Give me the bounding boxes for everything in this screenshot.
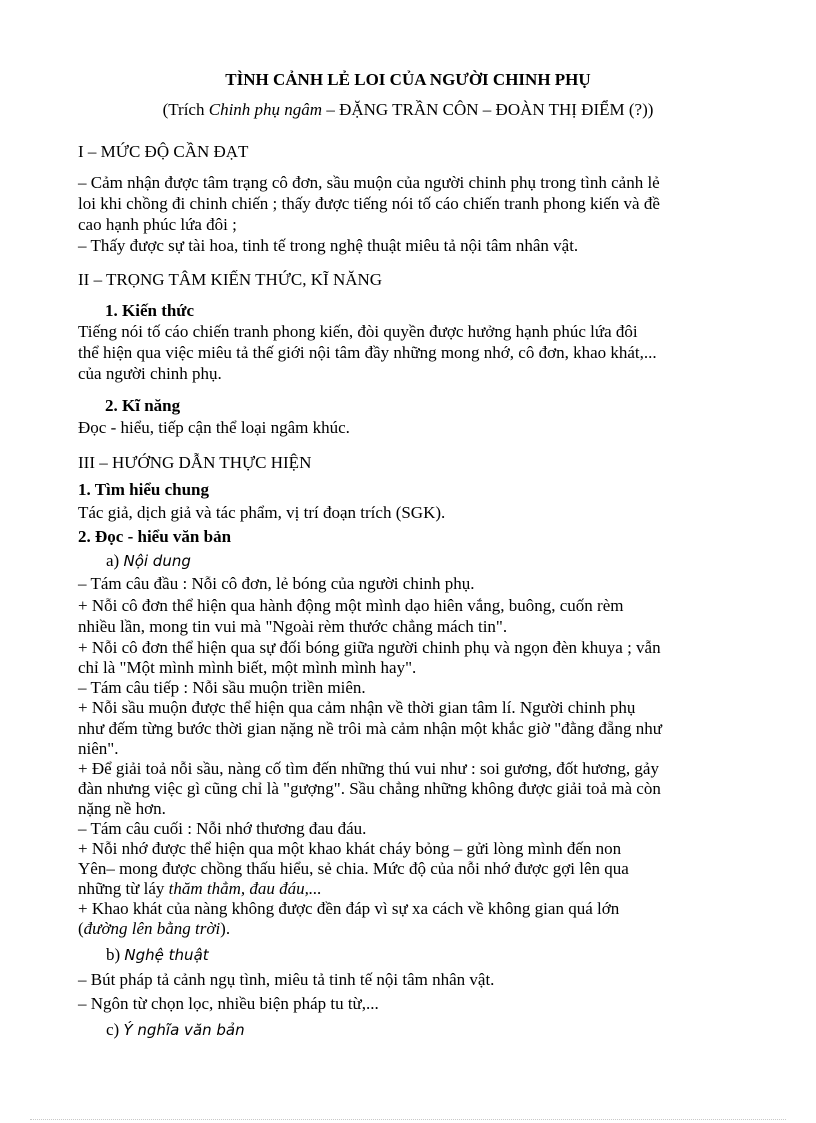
art-subheading — [106, 945, 209, 965]
content-label: a) — [106, 551, 124, 570]
knowledge-line: của người chinh phụ. — [78, 364, 222, 383]
skills-line: Đọc - hiểu, tiếp cận thể loại ngâm khúc. — [78, 418, 350, 437]
content-line: + Để giải toả nỗi sầu, nàng cố tìm đến những thú vui như : soi gương, đốt hương, gảy — [78, 759, 659, 778]
subtitle-prefix: (Trích — [162, 100, 209, 119]
content-line: + Nỗi nhớ được thể hiện qua một khao khát cháy bỏng – gửi lòng mình đến non — [78, 839, 622, 858]
tu-lay-words: thăm thẳm, đau đáu,... — [168, 879, 322, 898]
subtitle-suffix: – ĐẶNG TRẦN CÔN – ĐOÀN THỊ ĐIỂM (?)) — [322, 100, 654, 119]
content-title: Nội dung — [123, 552, 191, 570]
document-title: TÌNH CẢNH LẺ LOI CỦA NGƯỜI CHINH PHỤ — [225, 70, 591, 89]
content-line: – Tám câu cuối : Nỗi nhớ thương đau đáu. — [78, 819, 367, 838]
paren-close: ). — [220, 919, 231, 938]
document-subtitle — [0, 100, 816, 120]
section-1-line: – Thấy được sự tài hoa, tinh tế trong nghệ thuật miêu tả nội tâm nhân vật. — [78, 236, 579, 255]
content-line: + Khao khát của nàng không được đền đáp vì sự xa cách về không gian quá lớn — [78, 899, 620, 918]
content-line — [78, 919, 230, 939]
meaning-subheading — [106, 1020, 245, 1040]
section-3-heading: III – HƯỚNG DẪN THỰC HIỆN — [78, 453, 312, 472]
content-line — [78, 879, 322, 899]
page-bottom-divider — [30, 1119, 786, 1120]
section-1-line: loi khi chồng đi chinh chiến ; thấy được tiếng nói tố cáo chiến tranh phong kiến và đề — [78, 194, 660, 213]
knowledge-line: thể hiện qua việc miêu tả thế giới nội tâm đầy những mong nhớ, cô đơn, khao khát,... — [78, 343, 657, 362]
section-2-heading: II – TRỌNG TÂM KIẾN THỨC, KĨ NĂNG — [78, 270, 383, 289]
art-line: – Ngôn từ chọn lọc, nhiều biện pháp tu từ,... — [78, 994, 379, 1013]
quoted-phrase: đường lên bằng trời — [83, 919, 221, 938]
overview-line: Tác giả, dịch giả và tác phẩm, vị trí đoạn trích (SGK). — [78, 503, 446, 522]
paren-open: ( — [78, 919, 84, 938]
meaning-label: c) — [106, 1020, 124, 1039]
skills-heading: 2. Kĩ năng — [105, 396, 181, 415]
reading-heading: 2. Đọc - hiểu văn bản — [78, 527, 232, 546]
subtitle-work-title: Chinh phụ ngâm — [208, 100, 323, 119]
content-line: niên". — [78, 739, 119, 758]
content-line: + Nỗi cô đơn thể hiện qua hành động một mình dạo hiên vắng, buông, cuốn rèm — [78, 596, 624, 615]
knowledge-heading: 1. Kiến thức — [105, 301, 195, 320]
content-line: Yên– mong được chồng thấu hiểu, sẻ chia. Mức độ của nỗi nhớ được gợi lên qua — [78, 859, 629, 878]
content-line: nhiều lần, mong tin vui mà "Ngoài rèm thước chẳng mách tin". — [78, 617, 508, 636]
section-1-line: cao hạnh phúc lứa đôi ; — [78, 215, 237, 234]
content-line: – Tám câu đầu : Nỗi cô đơn, lẻ bóng của người chinh phụ. — [78, 574, 475, 593]
content-line: chỉ là "Một mình mình biết, một mình mình hay". — [78, 658, 417, 677]
content-line: – Tám câu tiếp : Nỗi sầu muộn triền miên. — [78, 678, 366, 697]
tu-lay-prefix: những từ láy — [78, 879, 169, 898]
content-line: + Nỗi sầu muộn được thể hiện qua cảm nhận về thời gian tâm lí. Người chinh phụ — [78, 698, 636, 717]
art-line: – Bút pháp tả cảnh ngụ tình, miêu tả tinh tế nội tâm nhân vật. — [78, 970, 495, 989]
content-line: đàn nhưng việc gì cũng chỉ là "gượng". Sầu chẳng những không được giải toả mà còn — [78, 779, 661, 798]
overview-heading: 1. Tìm hiểu chung — [78, 480, 210, 499]
knowledge-line: Tiếng nói tố cáo chiến tranh phong kiến, đòi quyền được hưởng hạnh phúc lứa đôi — [78, 322, 638, 341]
section-1-heading: I – MỨC ĐỘ CẦN ĐẠT — [78, 142, 249, 161]
content-subheading — [106, 551, 191, 571]
meaning-title: Ý nghĩa văn bản — [123, 1021, 245, 1039]
art-label: b) — [106, 945, 125, 964]
section-1-line: – Cảm nhận được tâm trạng cô đơn, sầu muộn của người chinh phụ trong tình cảnh lẻ — [78, 173, 660, 192]
content-line: + Nỗi cô đơn thể hiện qua sự đối bóng giữa người chinh phụ và ngọn đèn khuya ; vẫn — [78, 638, 661, 657]
content-line: như đếm từng bước thời gian nặng nề trôi mà cảm nhận một khắc giờ "đằng đẵng như — [78, 719, 662, 738]
content-line: nặng nề hơn. — [78, 799, 166, 818]
art-title: Nghệ thuật — [124, 946, 209, 964]
